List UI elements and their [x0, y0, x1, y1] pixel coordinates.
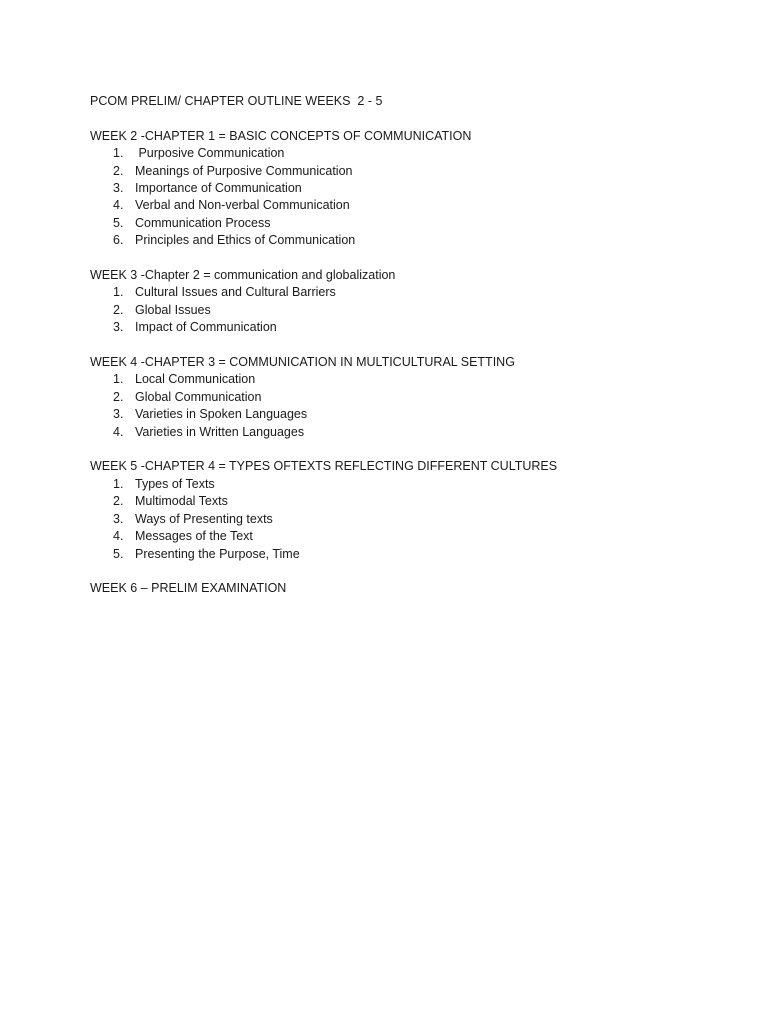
- list-item-text: Messages of the Text: [135, 529, 253, 544]
- list-item: [90, 476, 710, 493]
- list-item-number: 3.: [113, 407, 124, 422]
- list-item-number: 1.: [113, 285, 124, 300]
- list-item-text: Meanings of Purposive Communication: [135, 163, 353, 178]
- list-item: [90, 180, 710, 197]
- section-week-3: [90, 267, 710, 337]
- list-item-number: 1.: [113, 372, 124, 387]
- list-item-text: Varieties in Spoken Languages: [135, 407, 308, 422]
- list-item-text: Communication Process: [135, 215, 271, 230]
- list-item: [90, 528, 710, 545]
- list-item-text: Varieties in Written Languages: [135, 424, 305, 439]
- list-item-text: Local Communication: [135, 372, 256, 387]
- section-heading: WEEK 5 -CHAPTER 4 = TYPES OFTEXTS REFLECTING DIFFERENT CULTURES: [90, 459, 558, 474]
- list-item-number: 4.: [113, 198, 124, 213]
- list-item-number: 2.: [113, 302, 124, 317]
- topic-list: [90, 371, 710, 441]
- section-heading: WEEK 2 -CHAPTER 1 = BASIC CONCEPTS OF COMMUNICATION: [90, 128, 472, 143]
- list-item: [90, 145, 710, 162]
- section-heading: WEEK 6 – PRELIM EXAMINATION: [90, 581, 287, 596]
- list-item: [90, 232, 710, 249]
- list-item-number: 3.: [113, 320, 124, 335]
- list-item: [90, 197, 710, 214]
- list-item-number: 2.: [113, 494, 124, 509]
- list-item: [90, 215, 710, 232]
- section-week-2: [90, 128, 710, 250]
- list-item: [90, 302, 710, 319]
- list-item: [90, 371, 710, 388]
- topic-list: [90, 476, 710, 563]
- list-item-number: 4.: [113, 529, 124, 544]
- list-item: [90, 424, 710, 441]
- topic-list: [90, 145, 710, 249]
- list-item-number: 3.: [113, 181, 124, 196]
- list-item-text: Types of Texts: [135, 476, 215, 491]
- section-week-6: [90, 580, 710, 597]
- section-heading: WEEK 3 -Chapter 2 = communication and globalization: [90, 268, 396, 283]
- list-item-text: Global Communication: [135, 389, 262, 404]
- document-body: [90, 93, 710, 598]
- section-week-4: [90, 354, 710, 441]
- sections-container: [90, 128, 710, 598]
- list-item-number: 6.: [113, 233, 124, 248]
- list-item: [90, 284, 710, 301]
- list-item-text: Impact of Communication: [135, 320, 277, 335]
- list-item: [90, 546, 710, 563]
- list-item: [90, 493, 710, 510]
- list-item-text: Global Issues: [135, 302, 211, 317]
- list-item-number: 5.: [113, 546, 124, 561]
- list-item-text: Importance of Communication: [135, 181, 302, 196]
- list-item-text: Purposive Communication: [135, 146, 285, 161]
- list-item-number: 1.: [113, 146, 124, 161]
- list-item: [90, 389, 710, 406]
- list-item-text: Multimodal Texts: [135, 494, 228, 509]
- list-item: [90, 319, 710, 336]
- list-item-text: Presenting the Purpose, Time: [135, 546, 300, 561]
- list-item: [90, 406, 710, 423]
- list-item-number: 1.: [113, 476, 124, 491]
- list-item-text: Principles and Ethics of Communication: [135, 233, 356, 248]
- list-item-text: Ways of Presenting texts: [135, 511, 273, 526]
- list-item-text: Cultural Issues and Cultural Barriers: [135, 285, 336, 300]
- list-item-text: Verbal and Non-verbal Communication: [135, 198, 350, 213]
- list-item-number: 3.: [113, 511, 124, 526]
- section-week-5: [90, 458, 710, 562]
- document-title: PCOM PRELIM/ CHAPTER OUTLINE WEEKS 2 - 5: [90, 94, 383, 108]
- list-item-number: 5.: [113, 215, 124, 230]
- list-item-number: 2.: [113, 163, 124, 178]
- section-heading: WEEK 4 -CHAPTER 3 = COMMUNICATION IN MULTICULTURAL SETTING: [90, 355, 515, 370]
- list-item: [90, 511, 710, 528]
- topic-list: [90, 284, 710, 336]
- list-item-number: 2.: [113, 389, 124, 404]
- list-item: [90, 163, 710, 180]
- list-item-number: 4.: [113, 424, 124, 439]
